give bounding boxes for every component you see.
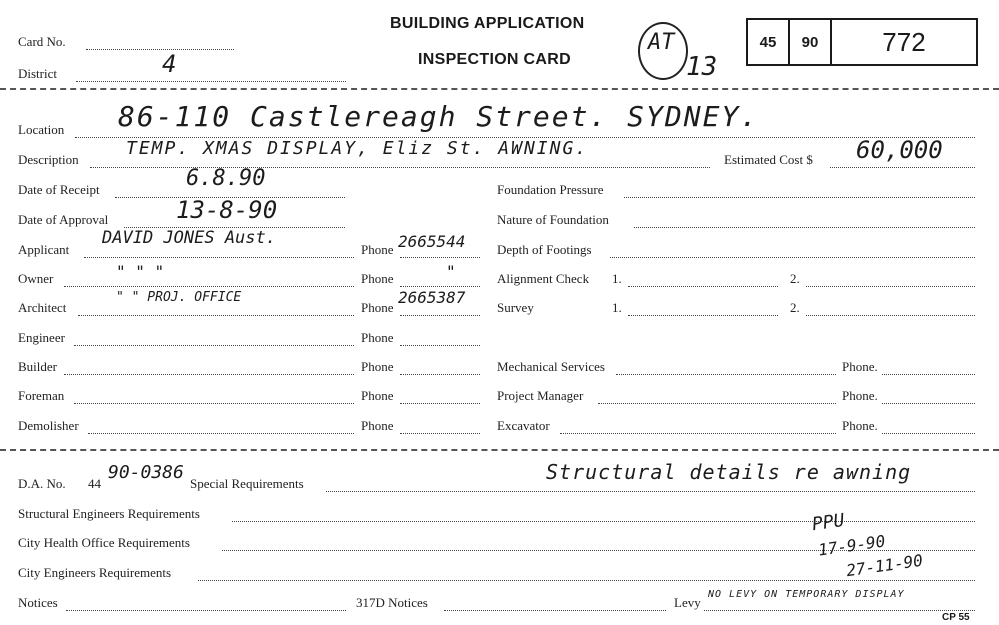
owner-phone-label: Phone <box>361 271 394 286</box>
card-no-label: Card No. <box>18 34 66 49</box>
nature-of-foundation-label: Nature of Foundation <box>497 212 609 227</box>
estimated-cost-value: 60,000 <box>856 136 943 164</box>
levy-field[interactable] <box>704 609 975 611</box>
owner-label: Owner <box>18 271 54 286</box>
excavator-label: Excavator <box>497 418 550 433</box>
description-value: TEMP. XMAS DISPLAY, Eliz St. AWNING. <box>126 138 589 159</box>
form-title-line2: INSPECTION CARD <box>418 51 571 68</box>
alignment-check-1-label: 1. <box>612 271 622 286</box>
district-value: 4 <box>162 50 177 78</box>
foundation-pressure-field[interactable] <box>624 196 975 198</box>
structural-engineers-label: Structural Engineers Requirements <box>18 506 200 521</box>
engineer-label: Engineer <box>18 330 65 345</box>
demolisher-field[interactable] <box>88 432 354 434</box>
alignment-check-1-field[interactable] <box>628 285 778 287</box>
architect-phone-label: Phone <box>361 300 394 315</box>
box-cell-3: 772 <box>882 26 926 57</box>
architect-value: " " PROJ. OFFICE <box>116 290 242 305</box>
survey-1-label: 1. <box>612 300 622 315</box>
description-field[interactable] <box>90 166 710 168</box>
estimated-cost-label: Estimated Cost $ <box>724 152 813 167</box>
special-requirements-field[interactable] <box>326 490 975 492</box>
special-requirements-label: Special Requirements <box>190 476 304 491</box>
excavator-phone-label: Phone. <box>842 418 878 433</box>
stamp-number: 13 <box>686 52 718 82</box>
date-note-2: 27-11-90 <box>845 550 925 581</box>
applicant-phone-field[interactable] <box>400 256 480 258</box>
mechanical-services-field[interactable] <box>616 373 836 375</box>
date-of-receipt-label: Date of Receipt <box>18 182 100 197</box>
architect-label: Architect <box>18 300 67 315</box>
date-of-approval-value: 13-8-90 <box>176 196 278 224</box>
district-label: District <box>18 66 57 81</box>
survey-1-field[interactable] <box>628 314 778 316</box>
form-title-line1: BUILDING APPLICATION <box>390 15 585 32</box>
ppu-note: PPU <box>810 509 846 536</box>
project-manager-field[interactable] <box>598 402 836 404</box>
excavator-phone-field[interactable] <box>882 432 975 434</box>
special-requirements-value: Structural details re awning <box>546 460 912 484</box>
excavator-field[interactable] <box>560 432 836 434</box>
project-manager-label: Project Manager <box>497 388 584 403</box>
location-label: Location <box>18 122 65 137</box>
stamp-text: AT <box>648 30 675 55</box>
card-number-box <box>746 18 978 66</box>
card-no-field[interactable] <box>86 48 234 50</box>
alignment-check-2-field[interactable] <box>806 285 975 287</box>
builder-label: Builder <box>18 359 57 374</box>
notices-317d-label: 317D Notices <box>356 595 428 610</box>
applicant-field[interactable] <box>84 256 354 258</box>
requirements-divider <box>0 449 999 451</box>
applicant-phone-label: Phone <box>361 242 394 257</box>
location-value: 86-110 Castlereagh Street. SYDNEY. <box>118 100 760 133</box>
engineer-phone-field[interactable] <box>400 344 480 346</box>
mechanical-services-label: Mechanical Services <box>497 359 605 374</box>
city-engineers-label: City Engineers Requirements <box>18 565 172 580</box>
demolisher-phone-field[interactable] <box>400 432 480 434</box>
survey-2-label: 2. <box>790 300 800 315</box>
structural-engineers-field[interactable] <box>232 520 975 522</box>
date-of-receipt-value: 6.8.90 <box>186 166 266 191</box>
owner-value: " " " <box>116 262 165 281</box>
mechanical-services-phone-label: Phone. <box>842 359 878 374</box>
foreman-label: Foreman <box>18 388 65 403</box>
foreman-phone-field[interactable] <box>400 402 480 404</box>
project-manager-phone-label: Phone. <box>842 388 878 403</box>
engineer-phone-label: Phone <box>361 330 394 345</box>
notices-317d-field[interactable] <box>444 609 666 611</box>
date-of-approval-label: Date of Approval <box>18 212 109 227</box>
architect-field[interactable] <box>78 314 354 316</box>
architect-phone-field[interactable] <box>400 314 480 316</box>
demolisher-phone-label: Phone <box>361 418 394 433</box>
project-manager-phone-field[interactable] <box>882 402 975 404</box>
engineer-field[interactable] <box>74 344 354 346</box>
architect-phone-value: 2665387 <box>398 288 466 307</box>
applicant-value: DAVID JONES Aust. <box>102 228 276 248</box>
survey-label: Survey <box>497 300 534 315</box>
owner-phone-field[interactable] <box>400 285 480 287</box>
form-code: CP 55 <box>942 612 970 623</box>
depth-of-footings-label: Depth of Footings <box>497 242 592 257</box>
levy-value: NO LEVY ON TEMPORARY DISPLAY <box>708 589 905 600</box>
nature-of-foundation-field[interactable] <box>634 226 975 228</box>
builder-field[interactable] <box>64 373 354 375</box>
survey-2-field[interactable] <box>806 314 975 316</box>
notices-label: Notices <box>18 595 58 610</box>
owner-phone-value: " <box>446 262 456 281</box>
box-cell-2: 90 <box>790 20 832 64</box>
city-engineers-field[interactable] <box>198 579 975 581</box>
alignment-check-2-label: 2. <box>790 271 800 286</box>
mechanical-services-phone-field[interactable] <box>882 373 975 375</box>
city-health-label: City Health Office Requirements <box>18 535 190 550</box>
date-note-1: 17-9-90 <box>817 531 887 560</box>
demolisher-label: Demolisher <box>18 418 79 433</box>
estimated-cost-field[interactable] <box>830 166 975 168</box>
applicant-label: Applicant <box>18 242 70 257</box>
header-divider <box>0 88 999 90</box>
da-no-label: D.A. No. <box>18 476 66 491</box>
box-cell-1: 45 <box>748 20 790 64</box>
foreman-phone-label: Phone <box>361 388 394 403</box>
da-no-prefix: 44 <box>88 476 101 491</box>
description-label: Description <box>18 152 79 167</box>
district-field[interactable] <box>76 80 346 82</box>
foundation-pressure-label: Foundation Pressure <box>497 182 604 197</box>
builder-phone-field[interactable] <box>400 373 480 375</box>
levy-label: Levy <box>674 595 701 610</box>
applicant-phone-value: 2665544 <box>398 232 466 251</box>
alignment-check-label: Alignment Check <box>497 271 590 286</box>
builder-phone-label: Phone <box>361 359 394 374</box>
owner-field[interactable] <box>64 285 354 287</box>
da-no-value: 90-0386 <box>108 462 184 483</box>
depth-of-footings-field[interactable] <box>610 256 975 258</box>
foreman-field[interactable] <box>74 402 354 404</box>
notices-field[interactable] <box>66 609 346 611</box>
